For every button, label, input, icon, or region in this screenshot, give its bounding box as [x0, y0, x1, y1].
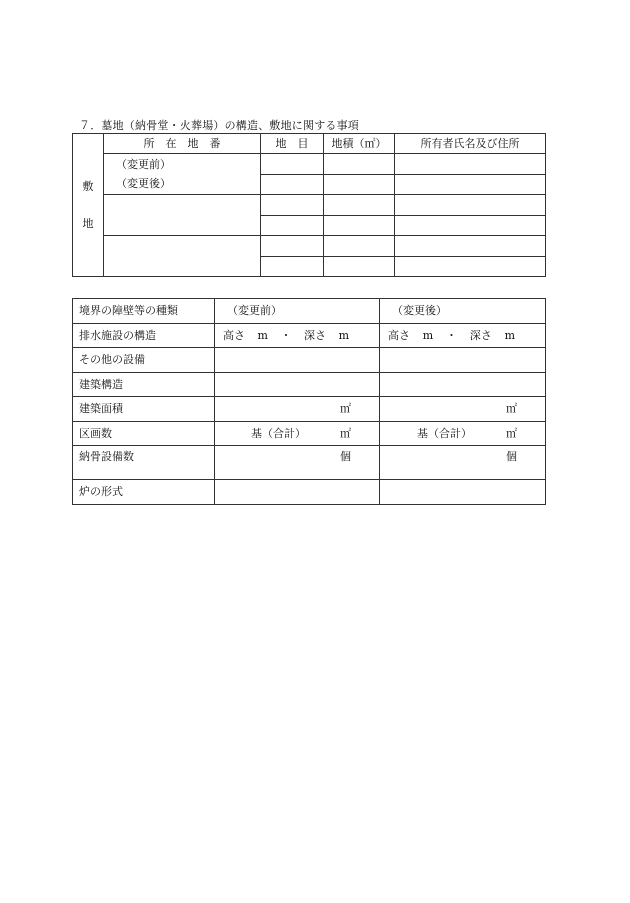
other-after-cell[interactable] [380, 348, 546, 373]
owner-cell[interactable] [395, 215, 546, 236]
before-label: （変更前） [116, 158, 171, 171]
location-cell-2[interactable] [104, 195, 261, 236]
col-owner-header: 所有者氏名及び住所 [395, 134, 546, 154]
area-cell[interactable] [324, 215, 395, 236]
owner-cell[interactable] [395, 256, 546, 277]
plot-total-label: 基（合計） [251, 426, 306, 440]
chimoku-cell[interactable] [261, 154, 324, 175]
col-location-header: 所 在 地 番 [104, 134, 261, 154]
sqm-unit: ㎡ [340, 426, 351, 440]
owner-cell[interactable] [395, 174, 546, 195]
furnace-after-cell[interactable] [380, 480, 546, 505]
ossuary-before-cell[interactable] [215, 446, 380, 480]
row-furnace-label: 炉の形式 [73, 480, 215, 505]
sqm-unit: ㎡ [340, 402, 351, 416]
col-area-header: 地積（㎡） [324, 134, 395, 154]
site-side-label [73, 134, 104, 277]
location-cell-3[interactable] [104, 236, 261, 277]
row-ossuary-label: 納骨設備数 [73, 446, 215, 480]
row-plots-label: 区画数 [73, 421, 215, 446]
height-label: 高さ [223, 328, 245, 342]
chimoku-cell[interactable] [261, 174, 324, 195]
height-label: 高さ [388, 328, 410, 342]
area-cell[interactable] [324, 174, 395, 195]
area-cell[interactable] [324, 256, 395, 277]
m-unit: m [422, 328, 434, 342]
row-other-label: その他の設備 [73, 348, 215, 373]
section-heading: ７．墓地（納骨堂・火葬場）の構造、敷地に関する事項 [79, 119, 359, 132]
count-unit: 個 [340, 450, 351, 463]
row-structure-label: 建築構造 [73, 372, 215, 397]
ossuary-after-cell[interactable] [380, 446, 546, 480]
area-cell[interactable] [324, 154, 395, 175]
owner-cell[interactable] [395, 236, 546, 257]
depth-label: 深さ [304, 328, 327, 342]
side-label-chi: 地 [82, 217, 94, 230]
drainage-after-cell[interactable] [380, 323, 546, 348]
location-cell-1[interactable] [104, 154, 261, 195]
area-cell[interactable] [324, 195, 395, 216]
sqm-unit: ㎡ [506, 402, 517, 416]
floor-area-before-cell[interactable] [215, 397, 380, 422]
plot-total-label: 基（合計） [417, 426, 472, 440]
other-before-cell[interactable] [215, 348, 380, 373]
count-unit: 個 [506, 450, 517, 463]
before-header: （変更前） [215, 299, 380, 324]
drainage-before-cell[interactable] [215, 323, 380, 348]
owner-cell[interactable] [395, 195, 546, 216]
separator-dot: ・ [446, 328, 457, 342]
depth-label: 深さ [469, 328, 492, 342]
side-label-shiki: 敷 [82, 180, 94, 193]
furnace-before-cell[interactable] [215, 480, 380, 505]
m-unit: m [338, 328, 349, 342]
m-unit: m [504, 328, 515, 342]
floor-area-after-cell[interactable] [380, 397, 546, 422]
row-drainage-label: 排水施設の構造 [73, 323, 215, 348]
area-cell[interactable] [324, 236, 395, 257]
chimoku-cell[interactable] [261, 236, 324, 257]
chimoku-cell[interactable] [261, 256, 324, 277]
plots-before-cell[interactable] [215, 421, 380, 446]
after-label: （変更後） [116, 177, 171, 190]
structure-before-cell[interactable] [215, 372, 380, 397]
sqm-unit: ㎡ [506, 426, 517, 440]
owner-cell[interactable] [395, 154, 546, 175]
row-floor-area-label: 建築面積 [73, 397, 215, 422]
col-chimoku-header: 地 目 [261, 134, 324, 154]
structure-after-cell[interactable] [380, 372, 546, 397]
chimoku-cell[interactable] [261, 195, 324, 216]
row-boundary-label: 境界の障壁等の種類 [73, 299, 215, 324]
site-table [72, 133, 546, 277]
after-header: （変更後） [380, 299, 546, 324]
m-unit: m [257, 328, 268, 342]
separator-dot: ・ [280, 328, 292, 342]
plots-after-cell[interactable] [380, 421, 546, 446]
facility-table [72, 298, 546, 505]
chimoku-cell[interactable] [261, 215, 324, 236]
